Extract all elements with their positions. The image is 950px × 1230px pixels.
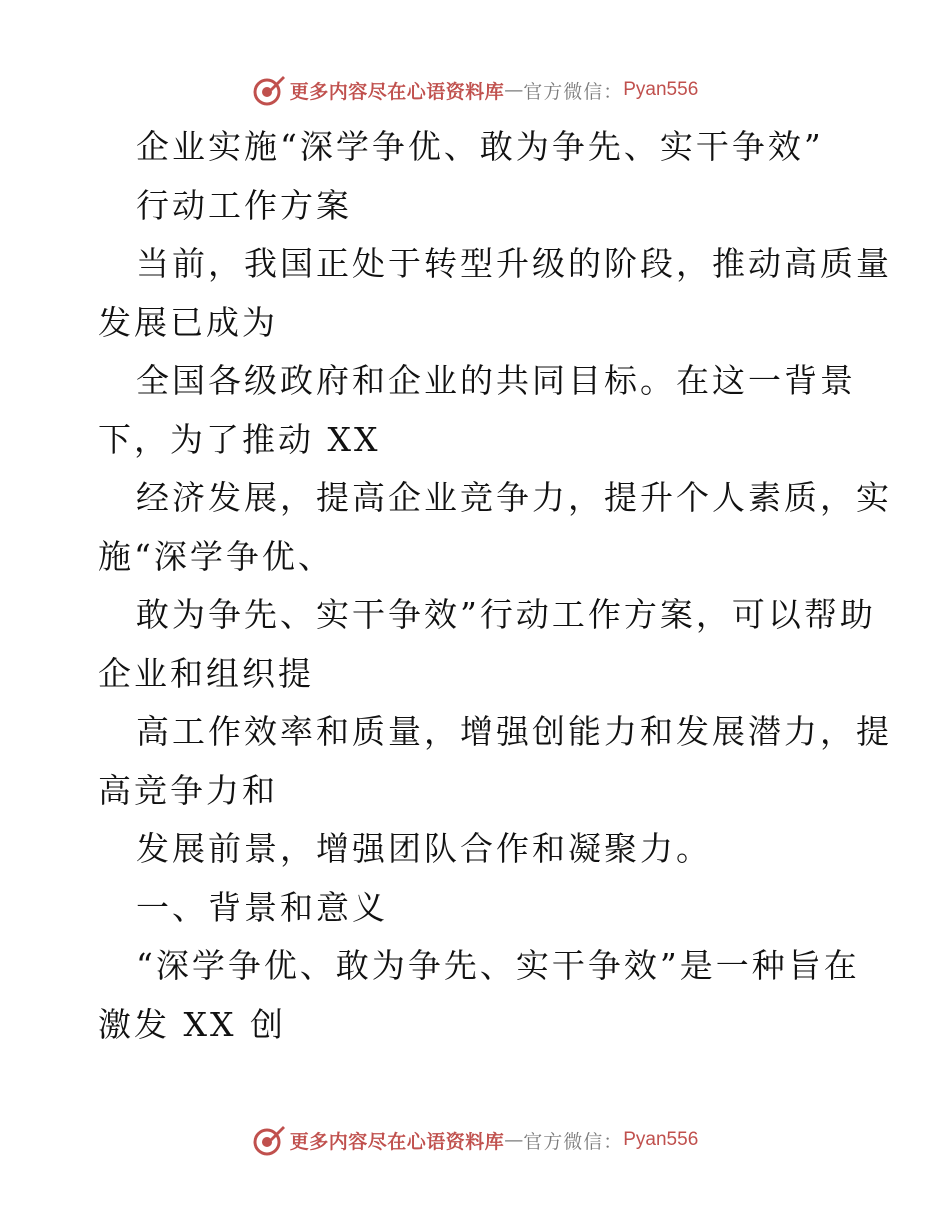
text-line: 下，为了推动 XX <box>98 419 381 459</box>
footer-banner <box>0 1120 950 1160</box>
site-text: 更多内容尽在心语资料库 <box>289 1130 505 1153</box>
wechat-label: 官方微信： <box>523 1130 624 1153</box>
text-line: 当前，我国正处于转型升级的阶段，推动高质量 <box>136 244 892 283</box>
text-line: 敢为争先、实干争效”行动工作方案，可以帮助 <box>136 595 876 634</box>
banner-separator: — <box>504 79 524 101</box>
banner-separator: — <box>504 1129 524 1151</box>
site-text: 更多内容尽在心语资料库 <box>289 80 505 103</box>
text-line: 行动工作方案 <box>136 185 352 225</box>
text-line: “深学争优、敢为争先、实干争效”是一种旨在 <box>136 946 860 985</box>
pen-logo-icon <box>252 73 286 107</box>
text-line: 企业实施“深学争优、敢为争先、实干争效” <box>136 127 824 166</box>
text-line: 经济发展，提高企业竞争力，提升个人素质，实 <box>136 478 892 517</box>
pen-logo-icon <box>252 1123 286 1157</box>
text-line: 高工作效率和质量，增强创能力和发展潜力，提 <box>136 712 892 751</box>
header-banner <box>0 70 950 110</box>
text-line: 企业和组织提 <box>98 653 314 693</box>
text-line: 一、背景和意义 <box>136 887 388 927</box>
text-line: 高竞争力和 <box>98 770 278 810</box>
wechat-label: 官方微信： <box>523 80 624 103</box>
text-line: 发展前景，增强团队合作和凝聚力。 <box>136 829 712 868</box>
text-line: 激发 XX 创 <box>98 1004 286 1044</box>
text-line: 全国各级政府和企业的共同目标。在这一背景 <box>136 361 856 400</box>
document-body <box>98 118 892 1054</box>
text-line: 施“深学争优、 <box>98 536 334 576</box>
wechat-id: Pyan556 <box>623 1129 699 1150</box>
wechat-id: Pyan556 <box>623 79 699 100</box>
text-line: 发展已成为 <box>98 302 278 342</box>
